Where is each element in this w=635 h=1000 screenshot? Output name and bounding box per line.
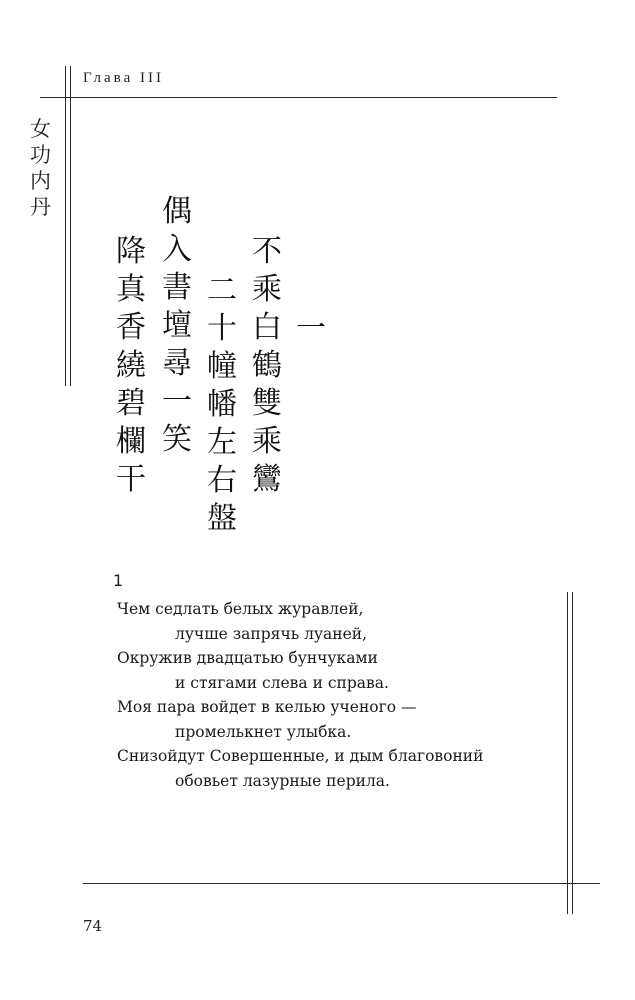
poem-line-indented: и стягами слева и справа. xyxy=(175,673,389,692)
verse-char: 繞 xyxy=(116,348,146,383)
verse-char: 書 xyxy=(162,270,192,305)
verse-char: 干 xyxy=(116,462,146,497)
poem-line: Снизойдут Совершенные, и дым благовоний xyxy=(117,747,484,765)
verse-char: 不 xyxy=(252,234,282,269)
side-title-vertical xyxy=(30,116,51,220)
verse-char: 欄 xyxy=(116,424,146,459)
verse-column-4 xyxy=(114,233,148,499)
poem-number-cjk: 一 xyxy=(296,311,326,346)
side-title-char: 内 xyxy=(30,169,51,193)
page-number: 74 xyxy=(83,917,103,935)
verse-char: 鸞 xyxy=(252,462,282,497)
poem-line-indented: обовьет лазурные перила. xyxy=(175,771,390,790)
left-double-rule-inner xyxy=(70,66,71,386)
verse-char: 入 xyxy=(162,232,192,267)
verse-char: 十 xyxy=(207,311,237,346)
verse-char: 降 xyxy=(116,234,146,269)
verse-column-1 xyxy=(250,233,284,499)
verse-char: 雙 xyxy=(252,386,282,421)
poem-line: Чем седлать белых журавлей, xyxy=(117,600,364,618)
verse-char: 香 xyxy=(116,310,146,345)
verse-char: 左 xyxy=(207,425,237,460)
footer-rule xyxy=(83,883,600,884)
verse-char: 壇 xyxy=(162,308,192,343)
right-double-rule-inner xyxy=(572,592,573,914)
verse-char: 乘 xyxy=(252,424,282,459)
right-double-rule-outer xyxy=(567,592,568,914)
verse-char: 真 xyxy=(116,272,146,307)
poem-line-indented: промелькнет улыбка. xyxy=(175,722,352,741)
verse-char: 偶 xyxy=(162,194,192,229)
poem-line: Моя пара войдет в келью ученого — xyxy=(117,698,417,716)
left-double-rule-outer xyxy=(65,66,66,386)
header-rule xyxy=(40,97,557,98)
verse-column-3 xyxy=(160,193,194,459)
verse-char: 鶴 xyxy=(252,348,282,383)
verse-char: 乘 xyxy=(252,272,282,307)
side-title-char: 功 xyxy=(30,143,51,167)
verse-char: 二 xyxy=(207,273,237,308)
poem-line: Окружив двадцатью бунчуками xyxy=(117,649,378,667)
verse-char: 幡 xyxy=(207,387,237,422)
verse-char: 右 xyxy=(207,463,237,498)
poem-line-indented: лучше запрячь луаней, xyxy=(175,624,368,643)
verse-char: 碧 xyxy=(116,386,146,421)
verse-char: 尋 xyxy=(162,346,192,381)
chapter-header: Глава III xyxy=(83,70,164,86)
poem-translation xyxy=(117,597,557,793)
verse-char: 一 xyxy=(162,384,192,419)
verse-char: 笑 xyxy=(162,422,192,457)
verse-char: 白 xyxy=(252,310,282,345)
side-title-char: 女 xyxy=(30,117,51,141)
stanza-number: 1 xyxy=(113,571,124,590)
side-title-char: 丹 xyxy=(30,195,51,219)
verse-char: 盤 xyxy=(207,501,237,536)
verse-char: 幢 xyxy=(207,349,237,384)
verse-column-2 xyxy=(205,272,239,538)
